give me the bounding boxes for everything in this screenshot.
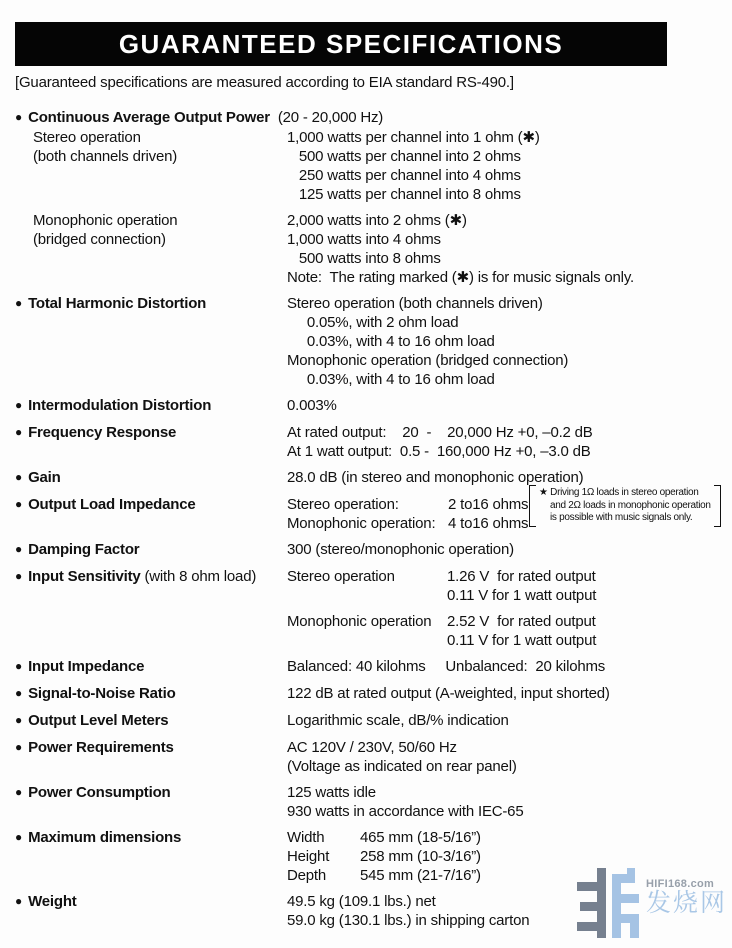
bullet-icon: ● (15, 740, 23, 754)
spec-value: 1,000 watts into 4 ohms (287, 231, 441, 248)
spec-value-column (287, 108, 727, 128)
spec-term-label: Input Sensitivity (28, 568, 141, 585)
spec-term-column (15, 828, 287, 885)
spec-value: At rated output: 20 - 20,000 Hz +0, –0.2 dB (287, 424, 593, 441)
spec-value-name: Monophonic operation: (287, 515, 436, 532)
bullet-icon: ● (15, 425, 23, 439)
watermark-site: HIFI168.com (646, 878, 715, 890)
spec-value: Balanced: 40 kilohms Unbalanced: 20 kilohms (287, 658, 606, 675)
spec-value: 28.0 dB (in stereo and monophonic operation) (287, 469, 584, 486)
spec-value: 500 watts into 8 ohms (287, 250, 441, 267)
spec-term-column (15, 423, 287, 461)
spec-term (15, 711, 287, 731)
spec-value-pair (287, 567, 727, 586)
watermark-name: 发烧网 (646, 889, 728, 917)
bullet-icon: ● (15, 398, 23, 412)
spec-term-label: Output Load Impedance (28, 496, 196, 513)
spec-value-column (287, 657, 727, 677)
spec-term-suffix: (20 - 20,000 Hz) (269, 109, 384, 126)
spec-value-pair (287, 586, 727, 605)
spec-term (15, 567, 287, 587)
spec-term (15, 540, 287, 560)
spec-term (15, 294, 287, 314)
spec-term-column (15, 657, 287, 677)
spec-term (15, 684, 287, 704)
spec-value: 0.03%, with 4 to 16 ohm load (287, 371, 495, 388)
spec-term (15, 108, 384, 128)
spec-value-column (287, 396, 727, 416)
spec-value-pair (287, 631, 727, 650)
hifi168-logo-icon (577, 864, 641, 944)
bullet-icon: ● (15, 894, 23, 908)
spec-term-column (15, 128, 287, 204)
spec-subterm: Stereo operation (33, 129, 141, 146)
spec-subterm: (both channels driven) (33, 148, 178, 165)
spec-term (15, 892, 287, 912)
spec-row (15, 567, 727, 605)
spec-term-label: Intermodulation Distortion (28, 397, 212, 414)
spec-value: 125 watts per channel into 8 ohms (287, 186, 521, 203)
spec-row (15, 783, 727, 821)
spec-term (15, 828, 287, 848)
spec-value: 49.5 kg (109.1 lbs.) net (287, 893, 436, 910)
spec-row (15, 128, 727, 204)
spec-value-column (287, 540, 727, 560)
spec-value: 300 (stereo/monophonic operation) (287, 541, 514, 558)
spec-value-column (287, 211, 727, 287)
spec-term-label: Weight (28, 893, 77, 910)
spec-value-name: Stereo operation: (287, 496, 399, 513)
spec-value-column (287, 612, 727, 650)
spec-term-column (15, 294, 287, 389)
spec-value-column (287, 567, 727, 605)
spec-value-name: Width (287, 829, 325, 846)
note-line: and 2Ω loads in monophonic operation (550, 499, 711, 511)
spec-row (15, 612, 727, 650)
bullet-icon: ● (15, 497, 23, 511)
bullet-icon: ● (15, 713, 23, 727)
spec-value-column (287, 128, 727, 204)
spec-term-label: Signal-to-Noise Ratio (28, 685, 176, 702)
spec-term (15, 423, 287, 443)
spec-value: 0.11 V for 1 watt output (447, 632, 597, 649)
spec-term-column (15, 738, 287, 776)
spec-term-column (15, 540, 287, 560)
spec-value: AC 120V / 230V, 50/60 Hz (287, 739, 457, 756)
spec-term-column (15, 495, 287, 533)
note-line: ★ Driving 1Ω loads in stereo operation (539, 487, 699, 498)
spec-value: 0.11 V for 1 watt output (447, 587, 597, 604)
spec-value-name (287, 586, 447, 605)
bullet-icon: ● (15, 686, 23, 700)
spec-row (15, 540, 727, 560)
spec-value-column (287, 711, 727, 731)
spec-value: At 1 watt output: 0.5 - 160,000 Hz +0, –3.0 dB (287, 443, 591, 460)
spec-value: Logarithmic scale, dB/% indication (287, 712, 509, 729)
spec-value: 500 watts per channel into 2 ohms (287, 148, 521, 165)
watermark (577, 864, 727, 944)
spec-term-label: Output Level Meters (28, 712, 169, 729)
spec-value: Monophonic operation (bridged connection) (287, 352, 569, 369)
spec-term-label: Damping Factor (28, 541, 140, 558)
bullet-icon: ● (15, 110, 23, 124)
spec-term-label: Input Impedance (28, 658, 145, 675)
spec-term-suffix: (with 8 ohm load) (140, 568, 257, 585)
spec-value-column (287, 294, 727, 389)
spec-value-column (287, 423, 727, 461)
spec-term-label: Frequency Response (28, 424, 177, 441)
spec-value: 1,000 watts per channel into 1 ohm (✱) (287, 129, 540, 146)
spec-row (15, 396, 727, 416)
bullet-icon: ● (15, 569, 23, 583)
spec-term-label: Gain (28, 469, 61, 486)
measurement-standard-note: [Guaranteed specifications are measured according to EIA standard RS-490.] (15, 74, 514, 91)
spec-term-label: Continuous Average Output Power (28, 109, 270, 126)
spec-value-name: Depth (287, 867, 327, 884)
bullet-icon: ● (15, 659, 23, 673)
spec-term-column (15, 211, 287, 287)
bullet-icon: ● (15, 830, 23, 844)
spec-value: 930 watts in accordance with IEC-65 (287, 803, 524, 820)
right-bracket (714, 485, 721, 527)
spec-value-column (287, 738, 727, 776)
spec-term-column (15, 783, 287, 821)
spec-value: 1.26 V for rated output (447, 568, 596, 585)
spec-value: 2.52 V for rated output (447, 613, 596, 630)
spec-term (15, 783, 287, 803)
spec-value-name: Stereo operation (287, 568, 395, 585)
spec-value: 2,000 watts into 2 ohms (✱) (287, 212, 467, 229)
spec-value-pair (287, 612, 727, 631)
spec-value: (Voltage as indicated on rear panel) (287, 758, 517, 775)
spec-row (15, 657, 727, 677)
spec-value: 250 watts per channel into 4 ohms (287, 167, 521, 184)
spec-value: 258 mm (10-3/16”) (360, 848, 481, 865)
spec-value: 122 dB at rated output (A-weighted, input shorted) (287, 685, 610, 702)
spec-term-column (15, 711, 287, 731)
spec-term (15, 468, 287, 488)
spec-value: 59.0 kg (130.1 lbs.) in shipping carton (287, 912, 530, 929)
spec-value-pair (287, 828, 727, 847)
spec-value-name: Monophonic operation (287, 613, 432, 630)
spec-row (15, 108, 727, 128)
spec-term (15, 738, 287, 758)
spec-value: 0.03%, with 4 to 16 ohm load (287, 333, 495, 350)
note-line: is possible with music signals only. (550, 512, 693, 523)
spec-value-column (287, 684, 727, 704)
spec-term-column (15, 396, 287, 416)
title-bar (15, 22, 667, 66)
bullet-icon: ● (15, 542, 23, 556)
bullet-icon: ● (15, 470, 23, 484)
spec-term (15, 396, 287, 416)
spec-value: Note: The rating marked (✱) is for music signals only. (287, 269, 634, 286)
spec-value: 465 mm (18-5/16”) (360, 829, 481, 846)
page-title: GUARANTEED SPECIFICATIONS (118, 28, 564, 59)
spec-row (15, 294, 727, 389)
spec-row (15, 211, 727, 287)
spec-value-name (287, 631, 447, 650)
watermark-text (646, 878, 727, 916)
note-body (536, 485, 714, 527)
bullet-icon: ● (15, 785, 23, 799)
spec-value: Stereo operation (both channels driven) (287, 295, 543, 312)
spec-row (15, 711, 727, 731)
spec-term-label: Total Harmonic Distortion (28, 295, 207, 312)
spec-row (15, 423, 727, 461)
spec-term-column (15, 612, 287, 650)
spec-term (15, 657, 287, 677)
spec-term-label: Power Requirements (28, 739, 174, 756)
spec-value: 4 to16 ohms (448, 515, 529, 532)
spec-value: 2 to16 ohms (448, 496, 529, 513)
spec-value: 0.05%, with 2 ohm load (287, 314, 459, 331)
spec-row (15, 738, 727, 776)
spec-term-label: Maximum dimensions (28, 829, 182, 846)
spec-term-column (15, 567, 287, 605)
spec-value: 545 mm (21-7/16”) (360, 867, 481, 884)
spec-term-column (15, 684, 287, 704)
spec-subterm: (bridged connection) (33, 231, 166, 248)
spec-value: 125 watts idle (287, 784, 376, 801)
left-bracket (529, 485, 536, 527)
spec-term-column (15, 468, 287, 488)
load-warning-note (529, 485, 721, 527)
bullet-icon: ● (15, 296, 23, 310)
spec-term-column (15, 892, 287, 930)
spec-value-column (287, 783, 727, 821)
spec-term (15, 495, 287, 515)
spec-value-name: Height (287, 848, 330, 865)
spec-term-column (15, 108, 384, 128)
spec-subterm: Monophonic operation (33, 212, 178, 229)
spec-row (15, 684, 727, 704)
spec-term-label: Power Consumption (28, 784, 171, 801)
spec-value: 0.003% (287, 397, 337, 414)
